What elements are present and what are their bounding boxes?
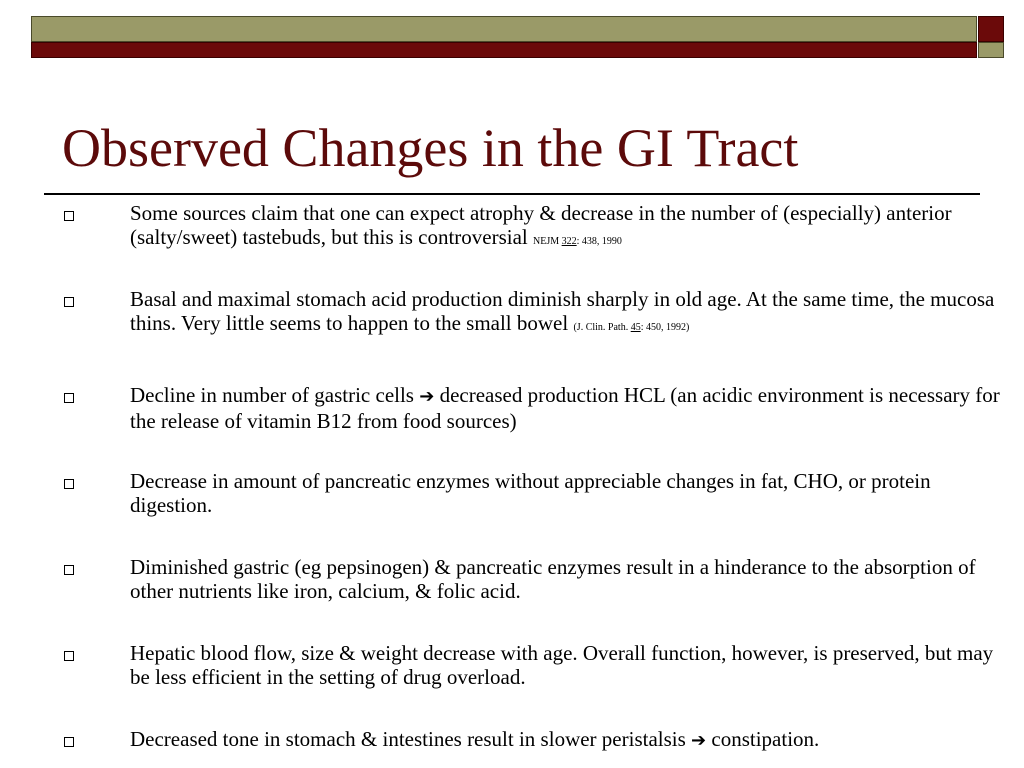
square-bullet-icon	[64, 737, 74, 747]
top-olive-bar	[31, 16, 977, 42]
bullet-text: Decreased tone in stomach & intestines result in slower peristalsis ➔ constipation.	[130, 727, 820, 751]
citation: (J. Clin. Path. 45: 450, 1992)	[573, 322, 690, 333]
bullet-text	[130, 201, 1000, 254]
citation-link[interactable]: 322	[561, 236, 577, 247]
arrow-right-icon: ➔	[691, 730, 707, 751]
slide-title: Observed Changes in the GI Tract	[62, 118, 799, 178]
square-bullet-icon	[64, 565, 74, 575]
square-bullet-icon	[64, 393, 74, 403]
bullet-body: Some sources claim that one can expect atrophy & decrease in the number of (especially) anterior (salty/sweet) tastebuds, but this is controversial	[130, 201, 952, 249]
bullet-text: Decrease in amount of pancreatic enzymes without appreciable changes in fat, CHO, or protein digestion.	[130, 469, 931, 517]
citation: NEJM 322: 438, 1990	[533, 236, 622, 247]
bullet-text: Hepatic blood flow, size & weight decrease with age. Overall function, however, is preserved, but may be less efficient in the setting of drug overload.	[130, 641, 994, 689]
arrow-right-icon: ➔	[419, 386, 435, 407]
bullet-body: Basal and maximal stomach acid production diminish sharply in old age. At the same time, the mucosa thins. Very little seems to happen to the small bowel	[130, 287, 995, 335]
square-bullet-icon	[64, 211, 74, 221]
citation-link[interactable]: 45	[630, 322, 641, 333]
square-bullet-icon	[64, 651, 74, 661]
bullet-text: Decline in number of gastric cells ➔ decreased production HCL (an acidic environment is necessary for the release of vitamin B12 from food sources)	[130, 383, 1000, 433]
corner-olive-square	[978, 42, 1004, 58]
square-bullet-icon	[64, 297, 74, 307]
title-divider	[44, 193, 980, 195]
bullet-text: Diminished gastric (eg pepsinogen) & pancreatic enzymes result in a hinderance to the absorption of other nutrients like iron, calcium, & folic acid.	[130, 555, 976, 603]
bullet-text	[130, 287, 1000, 340]
top-maroon-bar	[31, 42, 977, 58]
corner-maroon-square	[978, 16, 1004, 42]
square-bullet-icon	[64, 479, 74, 489]
